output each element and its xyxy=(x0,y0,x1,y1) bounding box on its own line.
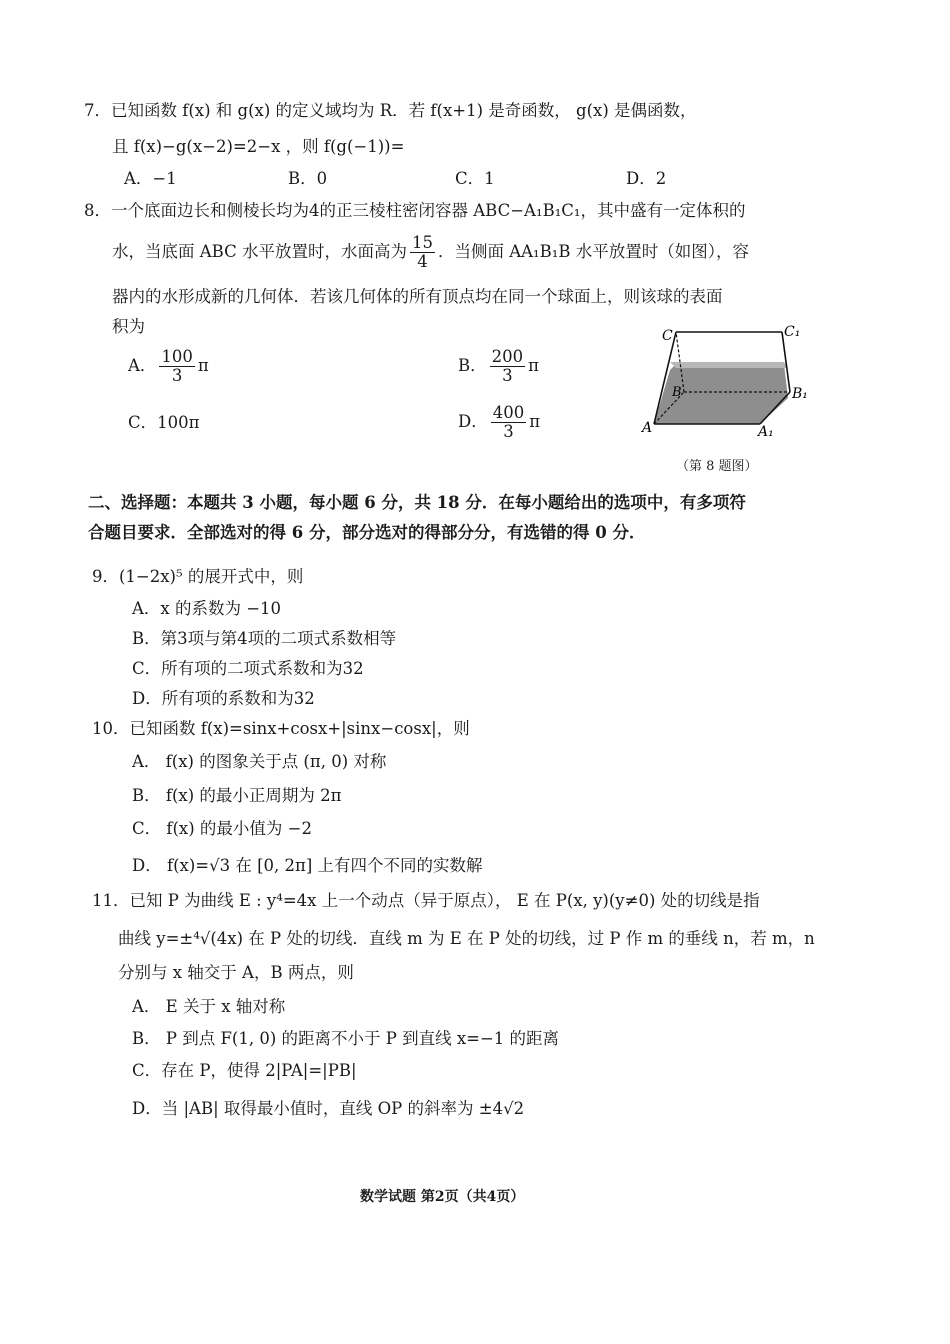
frac-num: 200 xyxy=(491,347,524,366)
q11-option-b: B． P 到点 F(1, 0) 的距离不小于 P 到直线 x=−1 的距离 xyxy=(132,1029,560,1048)
option-fraction xyxy=(490,348,526,385)
q8-option-a xyxy=(128,346,209,386)
q10-option-d: D． f(x)=√3 在 [0, 2π] 上有四个不同的实数解 xyxy=(132,856,483,875)
q10-option-c: C． f(x) 的最小值为 −2 xyxy=(132,819,312,838)
q10-option-a: A． f(x) 的图象关于点 (π, 0) 对称 xyxy=(132,752,387,771)
q11-stem-line3: 分别与 x 轴交于 A，B 两点，则 xyxy=(118,963,354,982)
frac-num: 15 xyxy=(411,233,433,252)
option-label: D． xyxy=(458,412,488,431)
q9-option-b: B．第3项与第4项的二项式系数相等 xyxy=(132,629,397,648)
q7-option-b: B．0 xyxy=(288,169,328,188)
q11-stem-line2: 曲线 y=±⁴√(4x) 在 P 处的切线．直线 m 为 E 在 P 处的切线，过 P 作 m 的垂线 n，若 m，n xyxy=(118,929,815,948)
page-footer: 数学试题 第2页（共4页） xyxy=(360,1189,525,1205)
q7-option-a: A．−1 xyxy=(124,169,177,188)
section2-heading-line2: 合题目要求．全部选对的得 6 分，部分选对的得部分分，有选错的得 0 分． xyxy=(88,523,646,542)
label-B1: B₁ xyxy=(792,386,808,402)
q9-option-a: A．x 的系数为 −10 xyxy=(132,599,282,618)
label-A1: A₁ xyxy=(758,424,774,438)
q11-option-a: A． E 关于 x 轴对称 xyxy=(132,997,286,1016)
q7-option-d: D．2 xyxy=(626,169,667,188)
option-suffix: π xyxy=(528,356,539,375)
option-label: B． xyxy=(458,356,487,375)
q8-line2-pre: 水，当底面 ABC 水平放置时，水面高为 xyxy=(112,242,407,261)
label-C: C xyxy=(662,328,673,344)
water-top-face xyxy=(670,362,788,368)
q11-option-c: C．存在 P，使得 2|PA|=|PB| xyxy=(132,1061,357,1080)
label-C1: C₁ xyxy=(784,324,801,340)
q8-water-height-fraction xyxy=(410,234,435,271)
q7-stem-line2: 且 f(x)−g(x−2)=2−x ，则 f(g(−1))= xyxy=(112,137,405,156)
frac-den: 3 xyxy=(502,366,513,385)
q7-option-c: C．1 xyxy=(455,169,495,188)
prism-figure xyxy=(640,318,820,438)
frac-den: 3 xyxy=(171,366,183,385)
q8-option-d xyxy=(458,402,540,442)
q8-stem-line3: 器内的水形成新的几何体．若该几何体的所有顶点均在同一个球面上，则该球的表面 xyxy=(112,287,723,306)
q7-stem-line1: 7．已知函数 f(x) 和 g(x) 的定义域均为 R．若 f(x+1) 是奇函数， g(x) 是偶函数， xyxy=(84,101,697,120)
frac-num: 100 xyxy=(161,347,193,366)
q11-stem-line1: 11．已知 P 为曲线 E : y⁴=4x 上一个动点（异于原点）， E 在 P(x, y)(y≠0) 处的切线是指 xyxy=(92,891,760,910)
q8-line2-post: ．当侧面 AA₁B₁B 水平放置时（如图），容 xyxy=(437,242,750,261)
q9-option-c: C．所有项的二项式系数和为32 xyxy=(132,659,364,678)
option-label: A． xyxy=(128,356,157,375)
option-fraction xyxy=(159,348,195,385)
q8-option-b xyxy=(458,346,539,386)
q10-option-b: B． f(x) 的最小正周期为 2π xyxy=(132,786,342,805)
option-suffix: π xyxy=(529,412,541,431)
q8-stem-line4: 积为 xyxy=(112,317,145,336)
q9-option-d: D．所有项的系数和为32 xyxy=(132,689,315,708)
option-fraction xyxy=(491,404,527,441)
q8-option-c: C．100π xyxy=(128,413,200,432)
q11-option-d: D．当 |AB| 取得最小值时，直线 OP 的斜率为 ±4√2 xyxy=(132,1099,525,1118)
frac-den: 3 xyxy=(503,422,514,441)
label-A: A xyxy=(642,420,653,436)
label-B: B xyxy=(672,385,682,400)
frac-den: 4 xyxy=(417,252,428,271)
q8-stem-line1: 8．一个底面边长和侧棱长均为4的正三棱柱密闭容器 ABC−A₁B₁C₁，其中盛有一定体积的 xyxy=(84,201,746,220)
q10-stem: 10．已知函数 f(x)=sinx+cosx+|sinx−cosx|，则 xyxy=(92,719,470,738)
q9-stem: 9．(1−2x)⁵ 的展开式中，则 xyxy=(92,567,304,586)
q8-stem-line2 xyxy=(112,232,749,272)
figure-caption: （第 8 题图） xyxy=(676,459,758,474)
option-suffix: π xyxy=(197,356,209,375)
section2-heading-line1: 二、选择题：本题共 3 小题，每小题 6 分，共 18 分．在每小题给出的选项中，有多项符 xyxy=(88,493,746,512)
frac-num: 400 xyxy=(492,403,525,422)
